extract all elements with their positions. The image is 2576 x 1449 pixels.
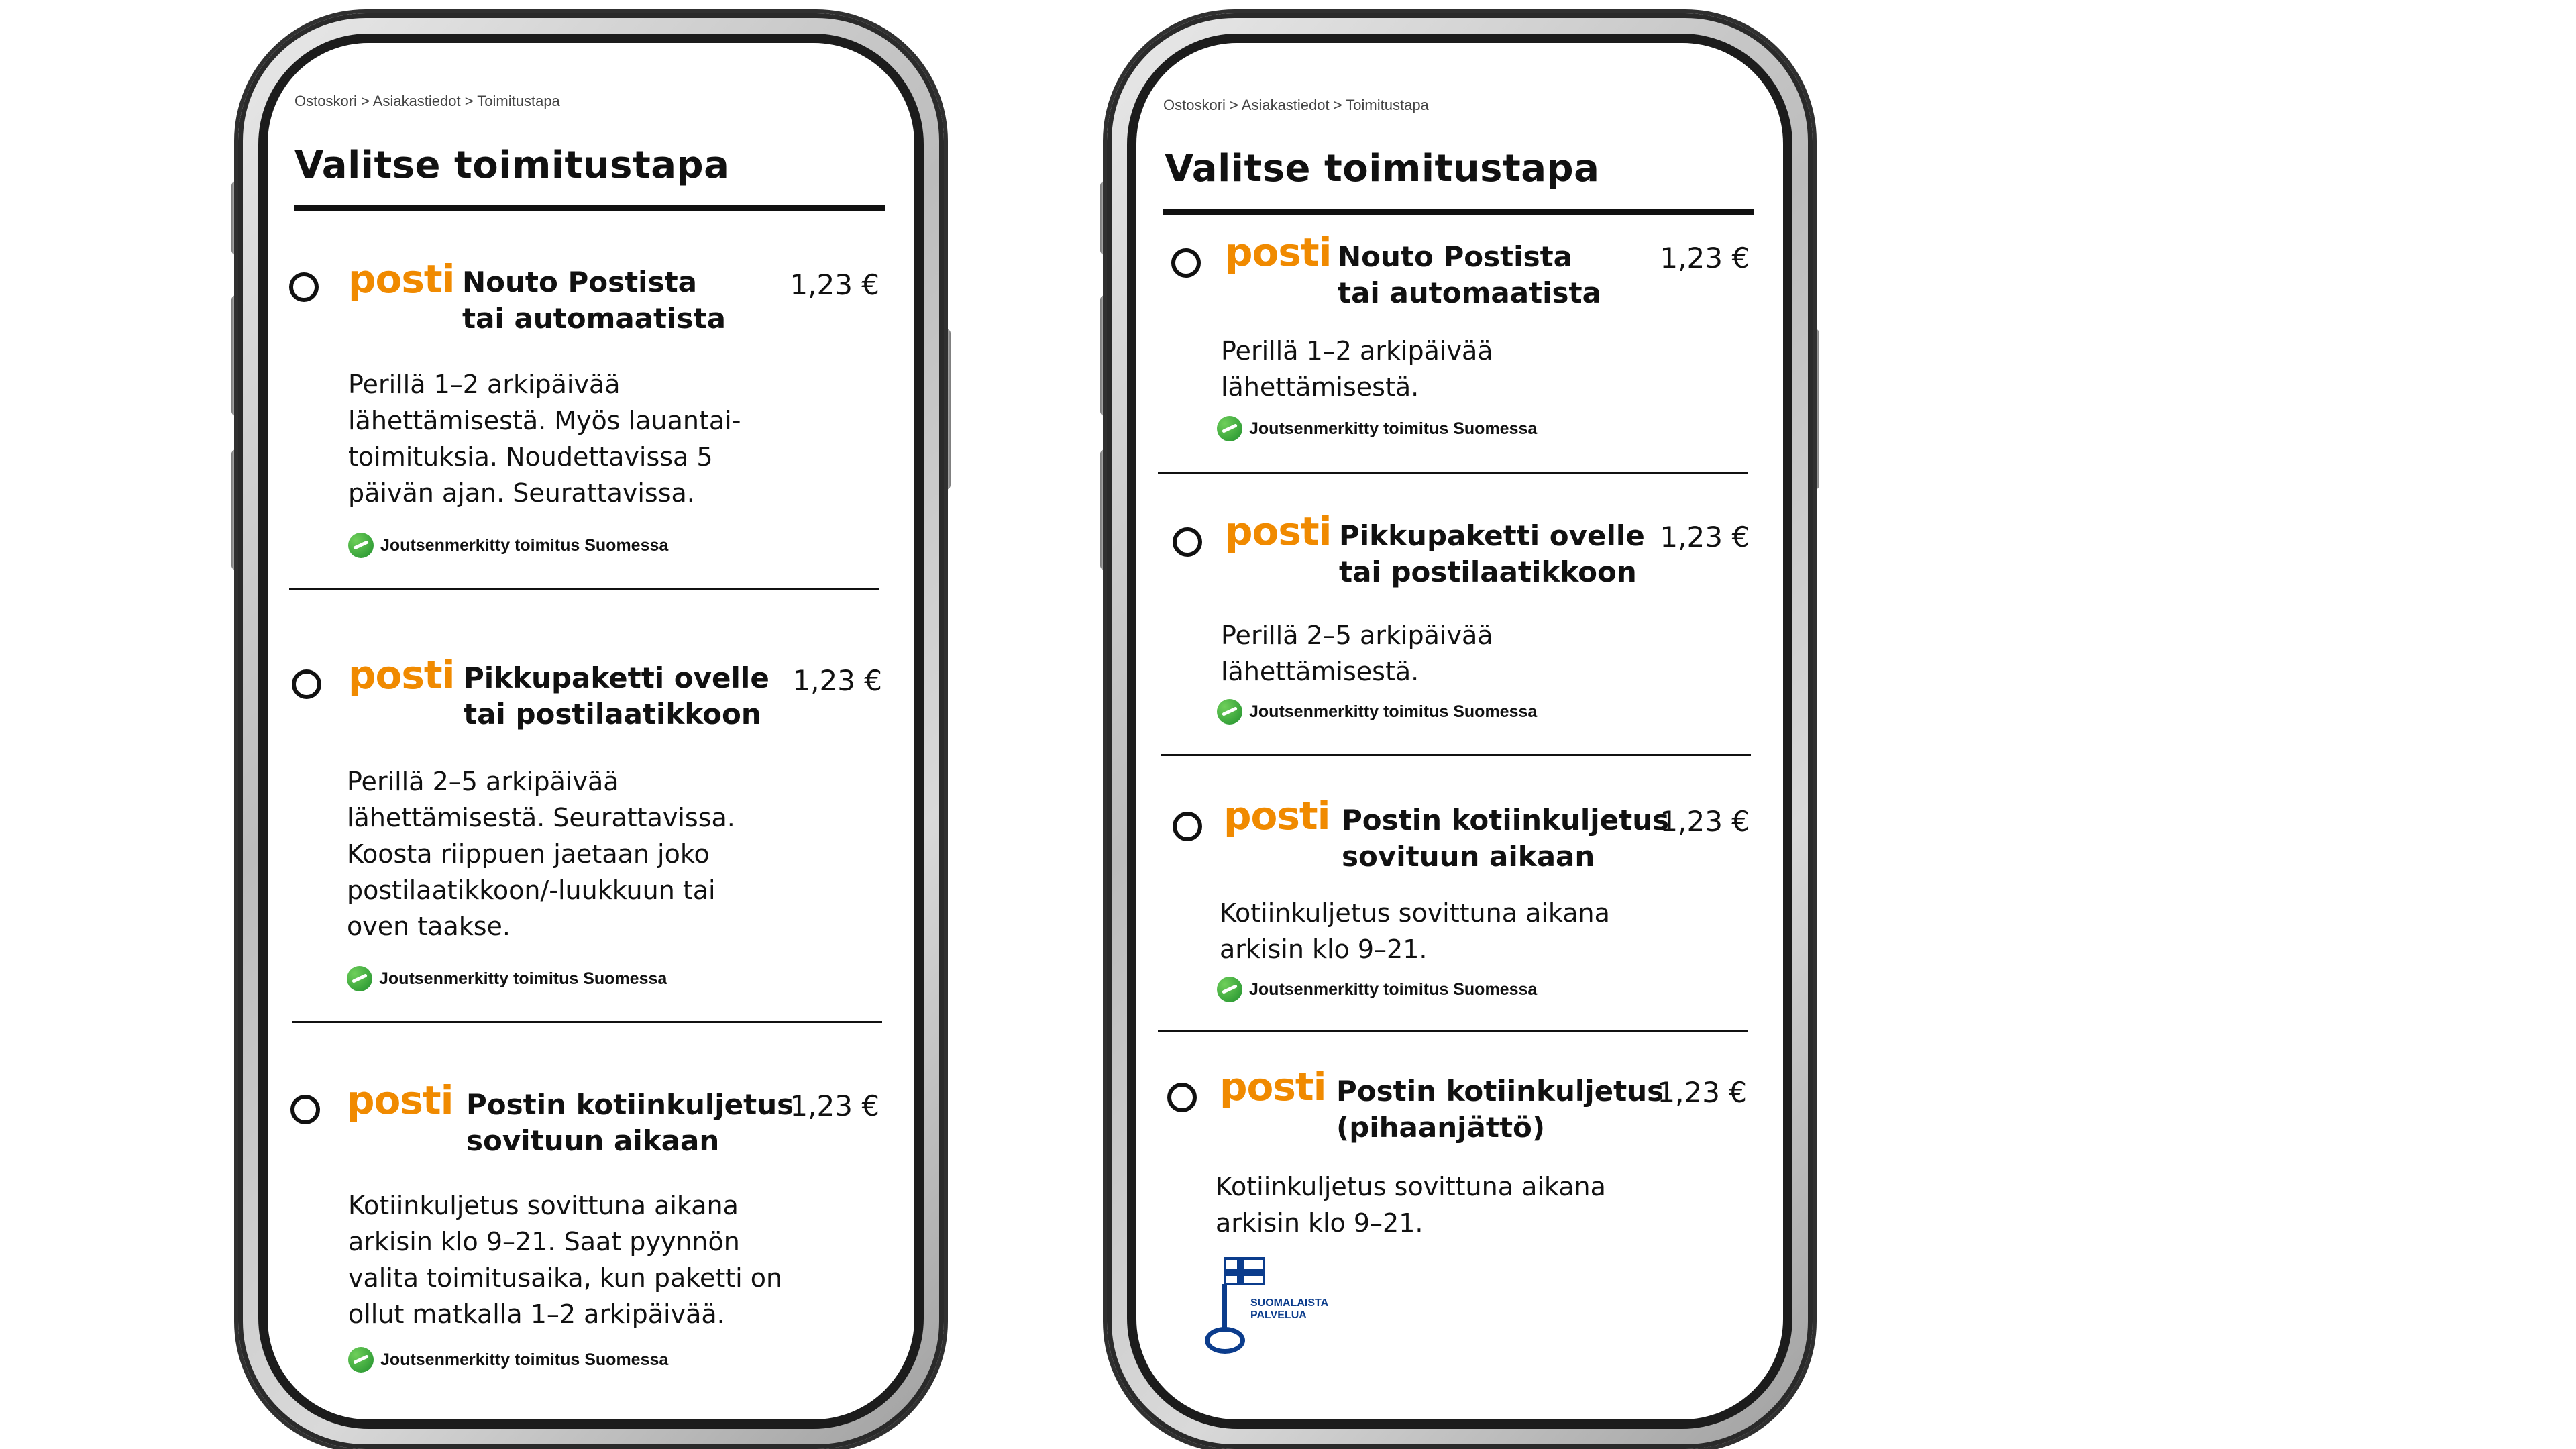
posti-logo: posti (1220, 1064, 1326, 1110)
posti-logo: posti (348, 652, 455, 698)
posti-logo: posti (1225, 508, 1332, 554)
option-description (1221, 333, 1690, 405)
eco-label (1217, 416, 1537, 441)
option-price: 1,23 € (1657, 1076, 1747, 1109)
posti-logo: posti (1224, 793, 1330, 839)
option-price: 1,23 € (1660, 521, 1750, 553)
description-line: Kotiinkuljetus sovittuna aikana (1216, 1172, 1606, 1201)
option-price: 1,23 € (790, 1089, 879, 1122)
radio-button[interactable] (289, 272, 319, 302)
posti-logo: posti (348, 256, 455, 302)
phone-mockup-left (238, 13, 944, 1449)
description-line: lähettämisestä. Seurattavissa. (347, 803, 735, 833)
key-badge-line: PALVELUA (1250, 1309, 1307, 1321)
description-line: Perillä 1–2 arkipäivää (1221, 336, 1493, 366)
option-title-line: tai automaatista (1338, 276, 1601, 309)
description-line: arkisin klo 9–21. Saat pyynnön (348, 1227, 740, 1256)
key-badge-line: SUOMALAISTA (1250, 1297, 1329, 1309)
option-title-line: tai postilaatikkoon (1339, 555, 1637, 588)
breadcrumb[interactable]: Ostoskori > Asiakastiedot > Toimitustapa (1163, 97, 1429, 113)
option-title-line: Pikkupaketti ovelle (464, 661, 769, 694)
nordic-swan-ecolabel-icon (348, 533, 374, 558)
option-divider (289, 588, 879, 590)
description-line: Perillä 2–5 arkipäivää (347, 767, 619, 796)
eco-label (348, 533, 668, 558)
description-line: ollut matkalla 1–2 arkipäivää. (348, 1299, 725, 1329)
description-line: lähettämisestä. (1221, 657, 1419, 686)
description-line: Perillä 1–2 arkipäivää (348, 370, 621, 399)
nordic-swan-ecolabel-icon (1217, 416, 1242, 441)
option-price: 1,23 € (1660, 241, 1750, 274)
description-line: Koosta riippuen jaetaan joko (347, 839, 710, 869)
option-price: 1,23 € (792, 664, 882, 697)
option-price: 1,23 € (790, 268, 879, 301)
posti-logo: posti (1225, 229, 1332, 275)
option-description (348, 366, 818, 511)
option-title-line: Pikkupaketti ovelle (1339, 519, 1645, 552)
description-line: arkisin klo 9–21. (1220, 934, 1428, 964)
radio-button[interactable] (1171, 248, 1201, 278)
option-title-line: Nouto Postista (462, 266, 697, 299)
option-divider (292, 1021, 882, 1023)
option-title-line: tai postilaatikkoon (464, 698, 761, 731)
phone-mockup-right (1107, 13, 1813, 1449)
description-line: lähettämisestä. Myös lauantai- (348, 406, 741, 435)
eco-label-text: Joutsenmerkitty toimitus Suomessa (1249, 419, 1538, 438)
description-line: arkisin klo 9–21. (1216, 1208, 1424, 1238)
eco-label-text: Joutsenmerkitty toimitus Suomessa (380, 1350, 669, 1369)
page-title: Valitse toimitustapa (1165, 147, 1600, 191)
eco-label-text: Joutsenmerkitty toimitus Suomessa (1249, 979, 1538, 999)
phone-screen (1136, 43, 1783, 1419)
eco-label-text: Joutsenmerkitty toimitus Suomessa (1249, 702, 1538, 721)
posti-logo: posti (347, 1077, 453, 1123)
option-price: 1,23 € (1660, 805, 1750, 838)
description-line: Perillä 2–5 arkipäivää (1221, 621, 1493, 650)
description-line: päivän ajan. Seurattavissa. (348, 478, 695, 508)
eco-label-text: Joutsenmerkitty toimitus Suomessa (380, 535, 669, 555)
option-title-line: Postin kotiinkuljetus (1336, 1075, 1664, 1108)
option-title-line: tai automaatista (462, 302, 726, 335)
option-title-line: Nouto Postista (1338, 240, 1572, 273)
description-line: valita toimitusaika, kun paketti on (348, 1263, 783, 1293)
option-title-line: Postin kotiinkuljetus (1342, 804, 1670, 837)
phone-screen (268, 43, 914, 1419)
breadcrumb[interactable]: Ostoskori > Asiakastiedot > Toimitustapa (294, 93, 560, 109)
description-line: Kotiinkuljetus sovittuna aikana (1220, 898, 1610, 928)
option-title (1338, 239, 1601, 311)
page-title: Valitse toimitustapa (294, 144, 730, 187)
option-divider (1158, 472, 1748, 474)
description-line: lähettämisestä. (1221, 372, 1419, 402)
delivery-option-nouto[interactable] (1136, 43, 1783, 1419)
option-divider (1161, 754, 1751, 756)
option-title-line: sovituun aikaan (466, 1124, 720, 1157)
description-line: toimituksia. Noudettavissa 5 (348, 442, 713, 472)
option-title-line: Postin kotiinkuljetus (466, 1088, 794, 1121)
eco-label-text: Joutsenmerkitty toimitus Suomessa (379, 969, 667, 988)
description-line: postilaatikkoon/-luukkuun tai (347, 875, 716, 905)
delivery-option-nouto[interactable] (268, 43, 914, 1419)
description-line: Kotiinkuljetus sovittuna aikana (348, 1191, 739, 1220)
description-line: oven taakse. (347, 912, 511, 941)
option-title-line: sovituun aikaan (1342, 840, 1595, 873)
option-title-line: (pihaanjättö) (1336, 1111, 1546, 1144)
option-divider (1158, 1030, 1748, 1032)
option-title (462, 264, 726, 337)
